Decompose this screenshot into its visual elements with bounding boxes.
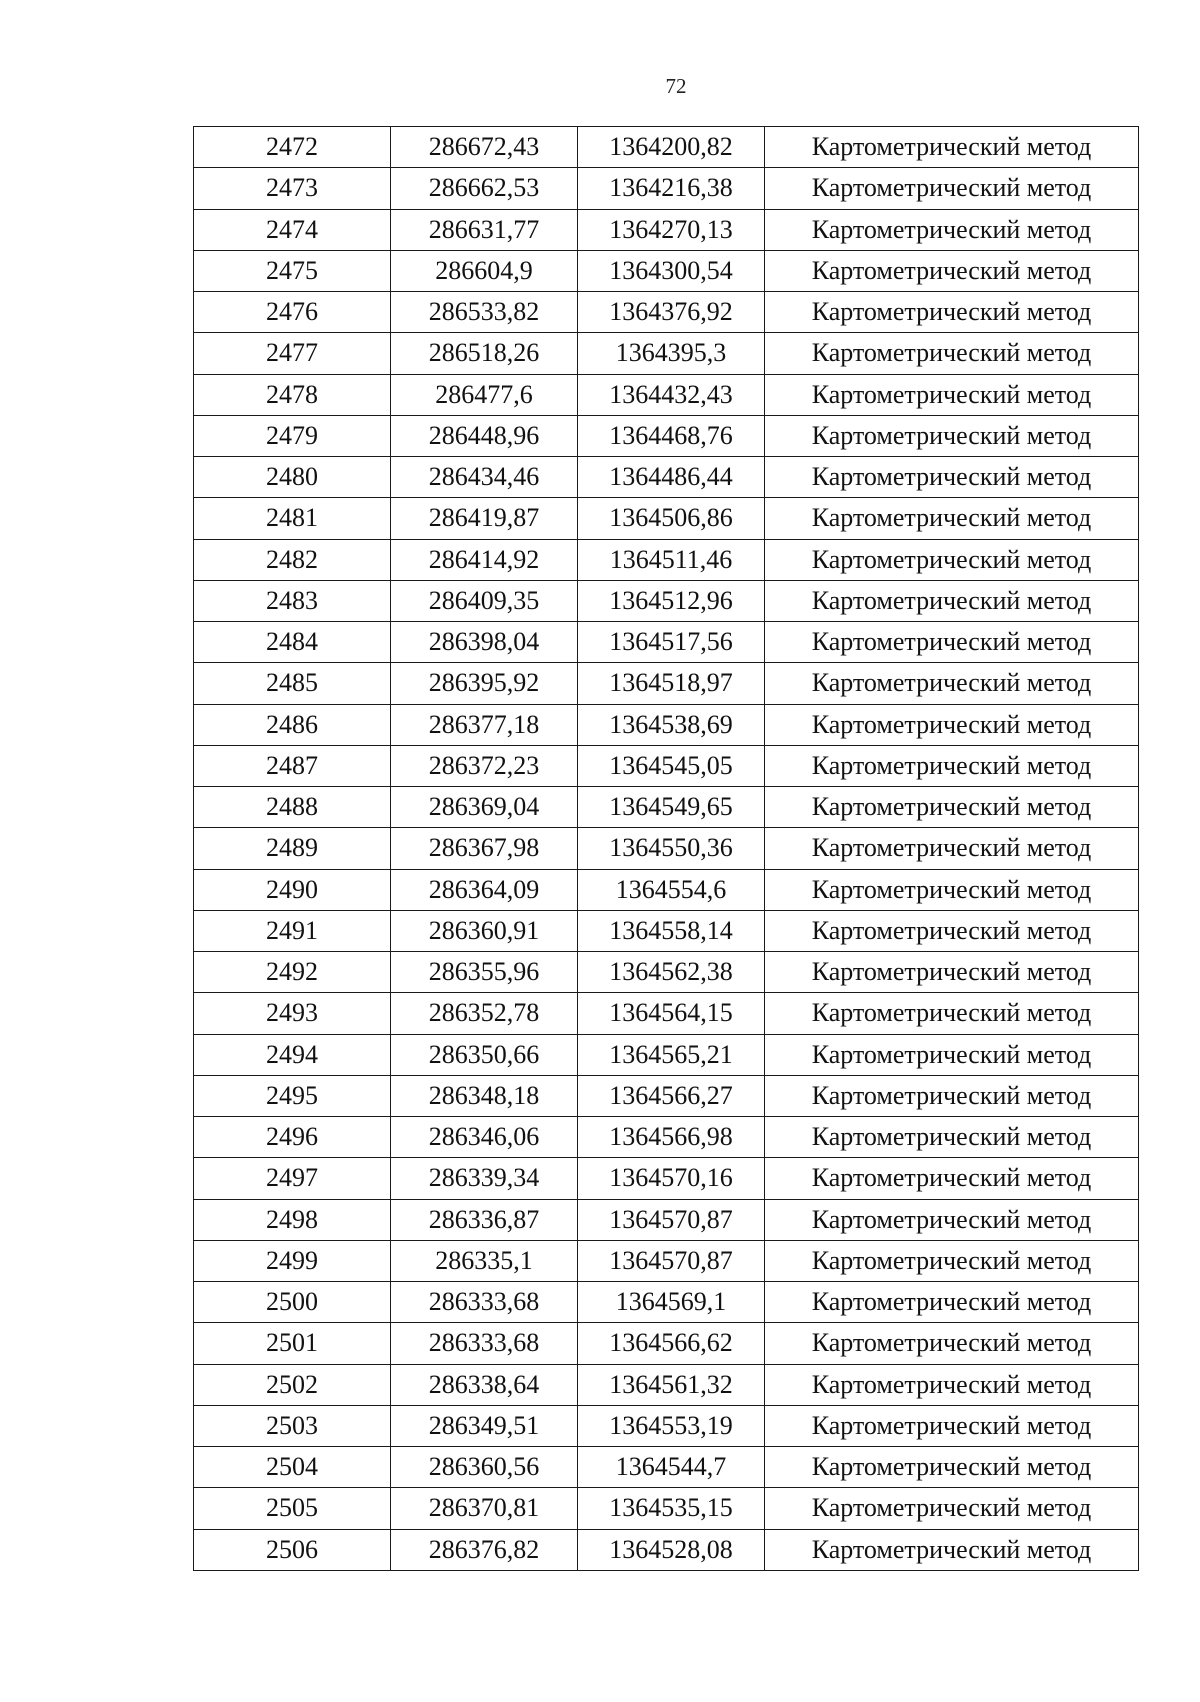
y-coordinate-cell: 1364566,62 [578, 1323, 765, 1364]
point-number-cell: 2480 [194, 457, 391, 498]
y-coordinate-cell: 1364565,21 [578, 1034, 765, 1075]
x-coordinate-cell: 286419,87 [391, 498, 578, 539]
method-cell: Картометрический метод [765, 1447, 1139, 1488]
y-coordinate-cell: 1364564,15 [578, 993, 765, 1034]
table-row [194, 1447, 1139, 1488]
y-coordinate-cell: 1364216,38 [578, 168, 765, 209]
point-number-cell: 2506 [194, 1529, 391, 1570]
x-coordinate-cell: 286409,35 [391, 580, 578, 621]
y-coordinate-cell: 1364544,7 [578, 1447, 765, 1488]
x-coordinate-cell: 286360,91 [391, 910, 578, 951]
table-row [194, 209, 1139, 250]
table-row [194, 1199, 1139, 1240]
x-coordinate-cell: 286672,43 [391, 127, 578, 168]
y-coordinate-cell: 1364550,36 [578, 828, 765, 869]
table-row [194, 1323, 1139, 1364]
point-number-cell: 2501 [194, 1323, 391, 1364]
table-row [194, 828, 1139, 869]
y-coordinate-cell: 1364432,43 [578, 374, 765, 415]
method-cell: Картометрический метод [765, 745, 1139, 786]
method-cell: Картометрический метод [765, 663, 1139, 704]
x-coordinate-cell: 286662,53 [391, 168, 578, 209]
x-coordinate-cell: 286376,82 [391, 1529, 578, 1570]
point-number-cell: 2482 [194, 539, 391, 580]
x-coordinate-cell: 286333,68 [391, 1323, 578, 1364]
table-row [194, 1529, 1139, 1570]
table-row [194, 292, 1139, 333]
table-row [194, 333, 1139, 374]
page-number: 72 [665, 74, 687, 98]
method-cell: Картометрический метод [765, 498, 1139, 539]
method-cell: Картометрический метод [765, 333, 1139, 374]
table-row [194, 745, 1139, 786]
point-number-cell: 2489 [194, 828, 391, 869]
method-cell: Картометрический метод [765, 292, 1139, 333]
y-coordinate-cell: 1364554,6 [578, 869, 765, 910]
point-number-cell: 2474 [194, 209, 391, 250]
point-number-cell: 2488 [194, 787, 391, 828]
method-cell: Картометрический метод [765, 1364, 1139, 1405]
y-coordinate-cell: 1364517,56 [578, 622, 765, 663]
point-number-cell: 2495 [194, 1075, 391, 1116]
point-number-cell: 2505 [194, 1488, 391, 1529]
y-coordinate-cell: 1364569,1 [578, 1282, 765, 1323]
y-coordinate-cell: 1364528,08 [578, 1529, 765, 1570]
point-number-cell: 2503 [194, 1405, 391, 1446]
x-coordinate-cell: 286434,46 [391, 457, 578, 498]
table-row [194, 910, 1139, 951]
point-number-cell: 2485 [194, 663, 391, 704]
x-coordinate-cell: 286360,56 [391, 1447, 578, 1488]
coordinates-table [193, 126, 1139, 1571]
y-coordinate-cell: 1364553,19 [578, 1405, 765, 1446]
table-row [194, 787, 1139, 828]
x-coordinate-cell: 286604,9 [391, 250, 578, 291]
x-coordinate-cell: 286346,06 [391, 1117, 578, 1158]
method-cell: Картометрический метод [765, 787, 1139, 828]
method-cell: Картометрический метод [765, 1034, 1139, 1075]
point-number-cell: 2478 [194, 374, 391, 415]
y-coordinate-cell: 1364468,76 [578, 415, 765, 456]
method-cell: Картометрический метод [765, 457, 1139, 498]
method-cell: Картометрический метод [765, 580, 1139, 621]
x-coordinate-cell: 286355,96 [391, 952, 578, 993]
table-row [194, 1240, 1139, 1281]
table-row [194, 1364, 1139, 1405]
method-cell: Картометрический метод [765, 828, 1139, 869]
table-row [194, 1282, 1139, 1323]
method-cell: Картометрический метод [765, 869, 1139, 910]
x-coordinate-cell: 286348,18 [391, 1075, 578, 1116]
point-number-cell: 2473 [194, 168, 391, 209]
y-coordinate-cell: 1364535,15 [578, 1488, 765, 1529]
point-number-cell: 2497 [194, 1158, 391, 1199]
table-row [194, 498, 1139, 539]
point-number-cell: 2500 [194, 1282, 391, 1323]
point-number-cell: 2479 [194, 415, 391, 456]
table-row [194, 1117, 1139, 1158]
x-coordinate-cell: 286339,34 [391, 1158, 578, 1199]
table-row [194, 1034, 1139, 1075]
table-row [194, 539, 1139, 580]
x-coordinate-cell: 286338,64 [391, 1364, 578, 1405]
y-coordinate-cell: 1364376,92 [578, 292, 765, 333]
method-cell: Картометрический метод [765, 250, 1139, 291]
table-row [194, 993, 1139, 1034]
y-coordinate-cell: 1364506,86 [578, 498, 765, 539]
x-coordinate-cell: 286352,78 [391, 993, 578, 1034]
x-coordinate-cell: 286370,81 [391, 1488, 578, 1529]
x-coordinate-cell: 286398,04 [391, 622, 578, 663]
y-coordinate-cell: 1364562,38 [578, 952, 765, 993]
coordinates-table-body [194, 127, 1139, 1571]
method-cell: Картометрический метод [765, 993, 1139, 1034]
y-coordinate-cell: 1364545,05 [578, 745, 765, 786]
y-coordinate-cell: 1364200,82 [578, 127, 765, 168]
x-coordinate-cell: 286372,23 [391, 745, 578, 786]
method-cell: Картометрический метод [765, 1158, 1139, 1199]
table-row [194, 1075, 1139, 1116]
y-coordinate-cell: 1364270,13 [578, 209, 765, 250]
table-row [194, 1158, 1139, 1199]
method-cell: Картометрический метод [765, 1405, 1139, 1446]
y-coordinate-cell: 1364395,3 [578, 333, 765, 374]
method-cell: Картометрический метод [765, 1529, 1139, 1570]
point-number-cell: 2483 [194, 580, 391, 621]
point-number-cell: 2496 [194, 1117, 391, 1158]
y-coordinate-cell: 1364570,16 [578, 1158, 765, 1199]
table-row [194, 250, 1139, 291]
y-coordinate-cell: 1364486,44 [578, 457, 765, 498]
point-number-cell: 2477 [194, 333, 391, 374]
y-coordinate-cell: 1364511,46 [578, 539, 765, 580]
y-coordinate-cell: 1364518,97 [578, 663, 765, 704]
table-row [194, 1488, 1139, 1529]
point-number-cell: 2504 [194, 1447, 391, 1488]
table-row [194, 127, 1139, 168]
point-number-cell: 2484 [194, 622, 391, 663]
point-number-cell: 2476 [194, 292, 391, 333]
method-cell: Картометрический метод [765, 1075, 1139, 1116]
point-number-cell: 2475 [194, 250, 391, 291]
table-row [194, 1405, 1139, 1446]
x-coordinate-cell: 286533,82 [391, 292, 578, 333]
x-coordinate-cell: 286395,92 [391, 663, 578, 704]
method-cell: Картометрический метод [765, 704, 1139, 745]
method-cell: Картометрический метод [765, 952, 1139, 993]
method-cell: Картометрический метод [765, 622, 1139, 663]
x-coordinate-cell: 286333,68 [391, 1282, 578, 1323]
x-coordinate-cell: 286350,66 [391, 1034, 578, 1075]
x-coordinate-cell: 286377,18 [391, 704, 578, 745]
y-coordinate-cell: 1364566,27 [578, 1075, 765, 1116]
table-row [194, 457, 1139, 498]
y-coordinate-cell: 1364300,54 [578, 250, 765, 291]
y-coordinate-cell: 1364570,87 [578, 1240, 765, 1281]
point-number-cell: 2487 [194, 745, 391, 786]
y-coordinate-cell: 1364549,65 [578, 787, 765, 828]
x-coordinate-cell: 286364,09 [391, 869, 578, 910]
point-number-cell: 2472 [194, 127, 391, 168]
method-cell: Картометрический метод [765, 374, 1139, 415]
point-number-cell: 2486 [194, 704, 391, 745]
x-coordinate-cell: 286336,87 [391, 1199, 578, 1240]
table-row [194, 374, 1139, 415]
method-cell: Картометрический метод [765, 1488, 1139, 1529]
method-cell: Картометрический метод [765, 910, 1139, 951]
method-cell: Картометрический метод [765, 539, 1139, 580]
method-cell: Картометрический метод [765, 209, 1139, 250]
point-number-cell: 2481 [194, 498, 391, 539]
point-number-cell: 2493 [194, 993, 391, 1034]
x-coordinate-cell: 286414,92 [391, 539, 578, 580]
x-coordinate-cell: 286335,1 [391, 1240, 578, 1281]
y-coordinate-cell: 1364512,96 [578, 580, 765, 621]
point-number-cell: 2502 [194, 1364, 391, 1405]
y-coordinate-cell: 1364570,87 [578, 1199, 765, 1240]
y-coordinate-cell: 1364538,69 [578, 704, 765, 745]
x-coordinate-cell: 286367,98 [391, 828, 578, 869]
x-coordinate-cell: 286448,96 [391, 415, 578, 456]
table-row [194, 622, 1139, 663]
y-coordinate-cell: 1364558,14 [578, 910, 765, 951]
method-cell: Картометрический метод [765, 1323, 1139, 1364]
table-row [194, 869, 1139, 910]
x-coordinate-cell: 286631,77 [391, 209, 578, 250]
method-cell: Картометрический метод [765, 168, 1139, 209]
method-cell: Картометрический метод [765, 1117, 1139, 1158]
x-coordinate-cell: 286369,04 [391, 787, 578, 828]
table-row [194, 663, 1139, 704]
table-row [194, 580, 1139, 621]
table-row [194, 952, 1139, 993]
method-cell: Картометрический метод [765, 415, 1139, 456]
point-number-cell: 2498 [194, 1199, 391, 1240]
method-cell: Картометрический метод [765, 1282, 1139, 1323]
x-coordinate-cell: 286477,6 [391, 374, 578, 415]
y-coordinate-cell: 1364566,98 [578, 1117, 765, 1158]
point-number-cell: 2491 [194, 910, 391, 951]
point-number-cell: 2494 [194, 1034, 391, 1075]
method-cell: Картометрический метод [765, 1199, 1139, 1240]
table-row [194, 415, 1139, 456]
table-row [194, 168, 1139, 209]
x-coordinate-cell: 286349,51 [391, 1405, 578, 1446]
method-cell: Картометрический метод [765, 1240, 1139, 1281]
method-cell: Картометрический метод [765, 127, 1139, 168]
point-number-cell: 2492 [194, 952, 391, 993]
x-coordinate-cell: 286518,26 [391, 333, 578, 374]
point-number-cell: 2499 [194, 1240, 391, 1281]
point-number-cell: 2490 [194, 869, 391, 910]
y-coordinate-cell: 1364561,32 [578, 1364, 765, 1405]
table-row [194, 704, 1139, 745]
